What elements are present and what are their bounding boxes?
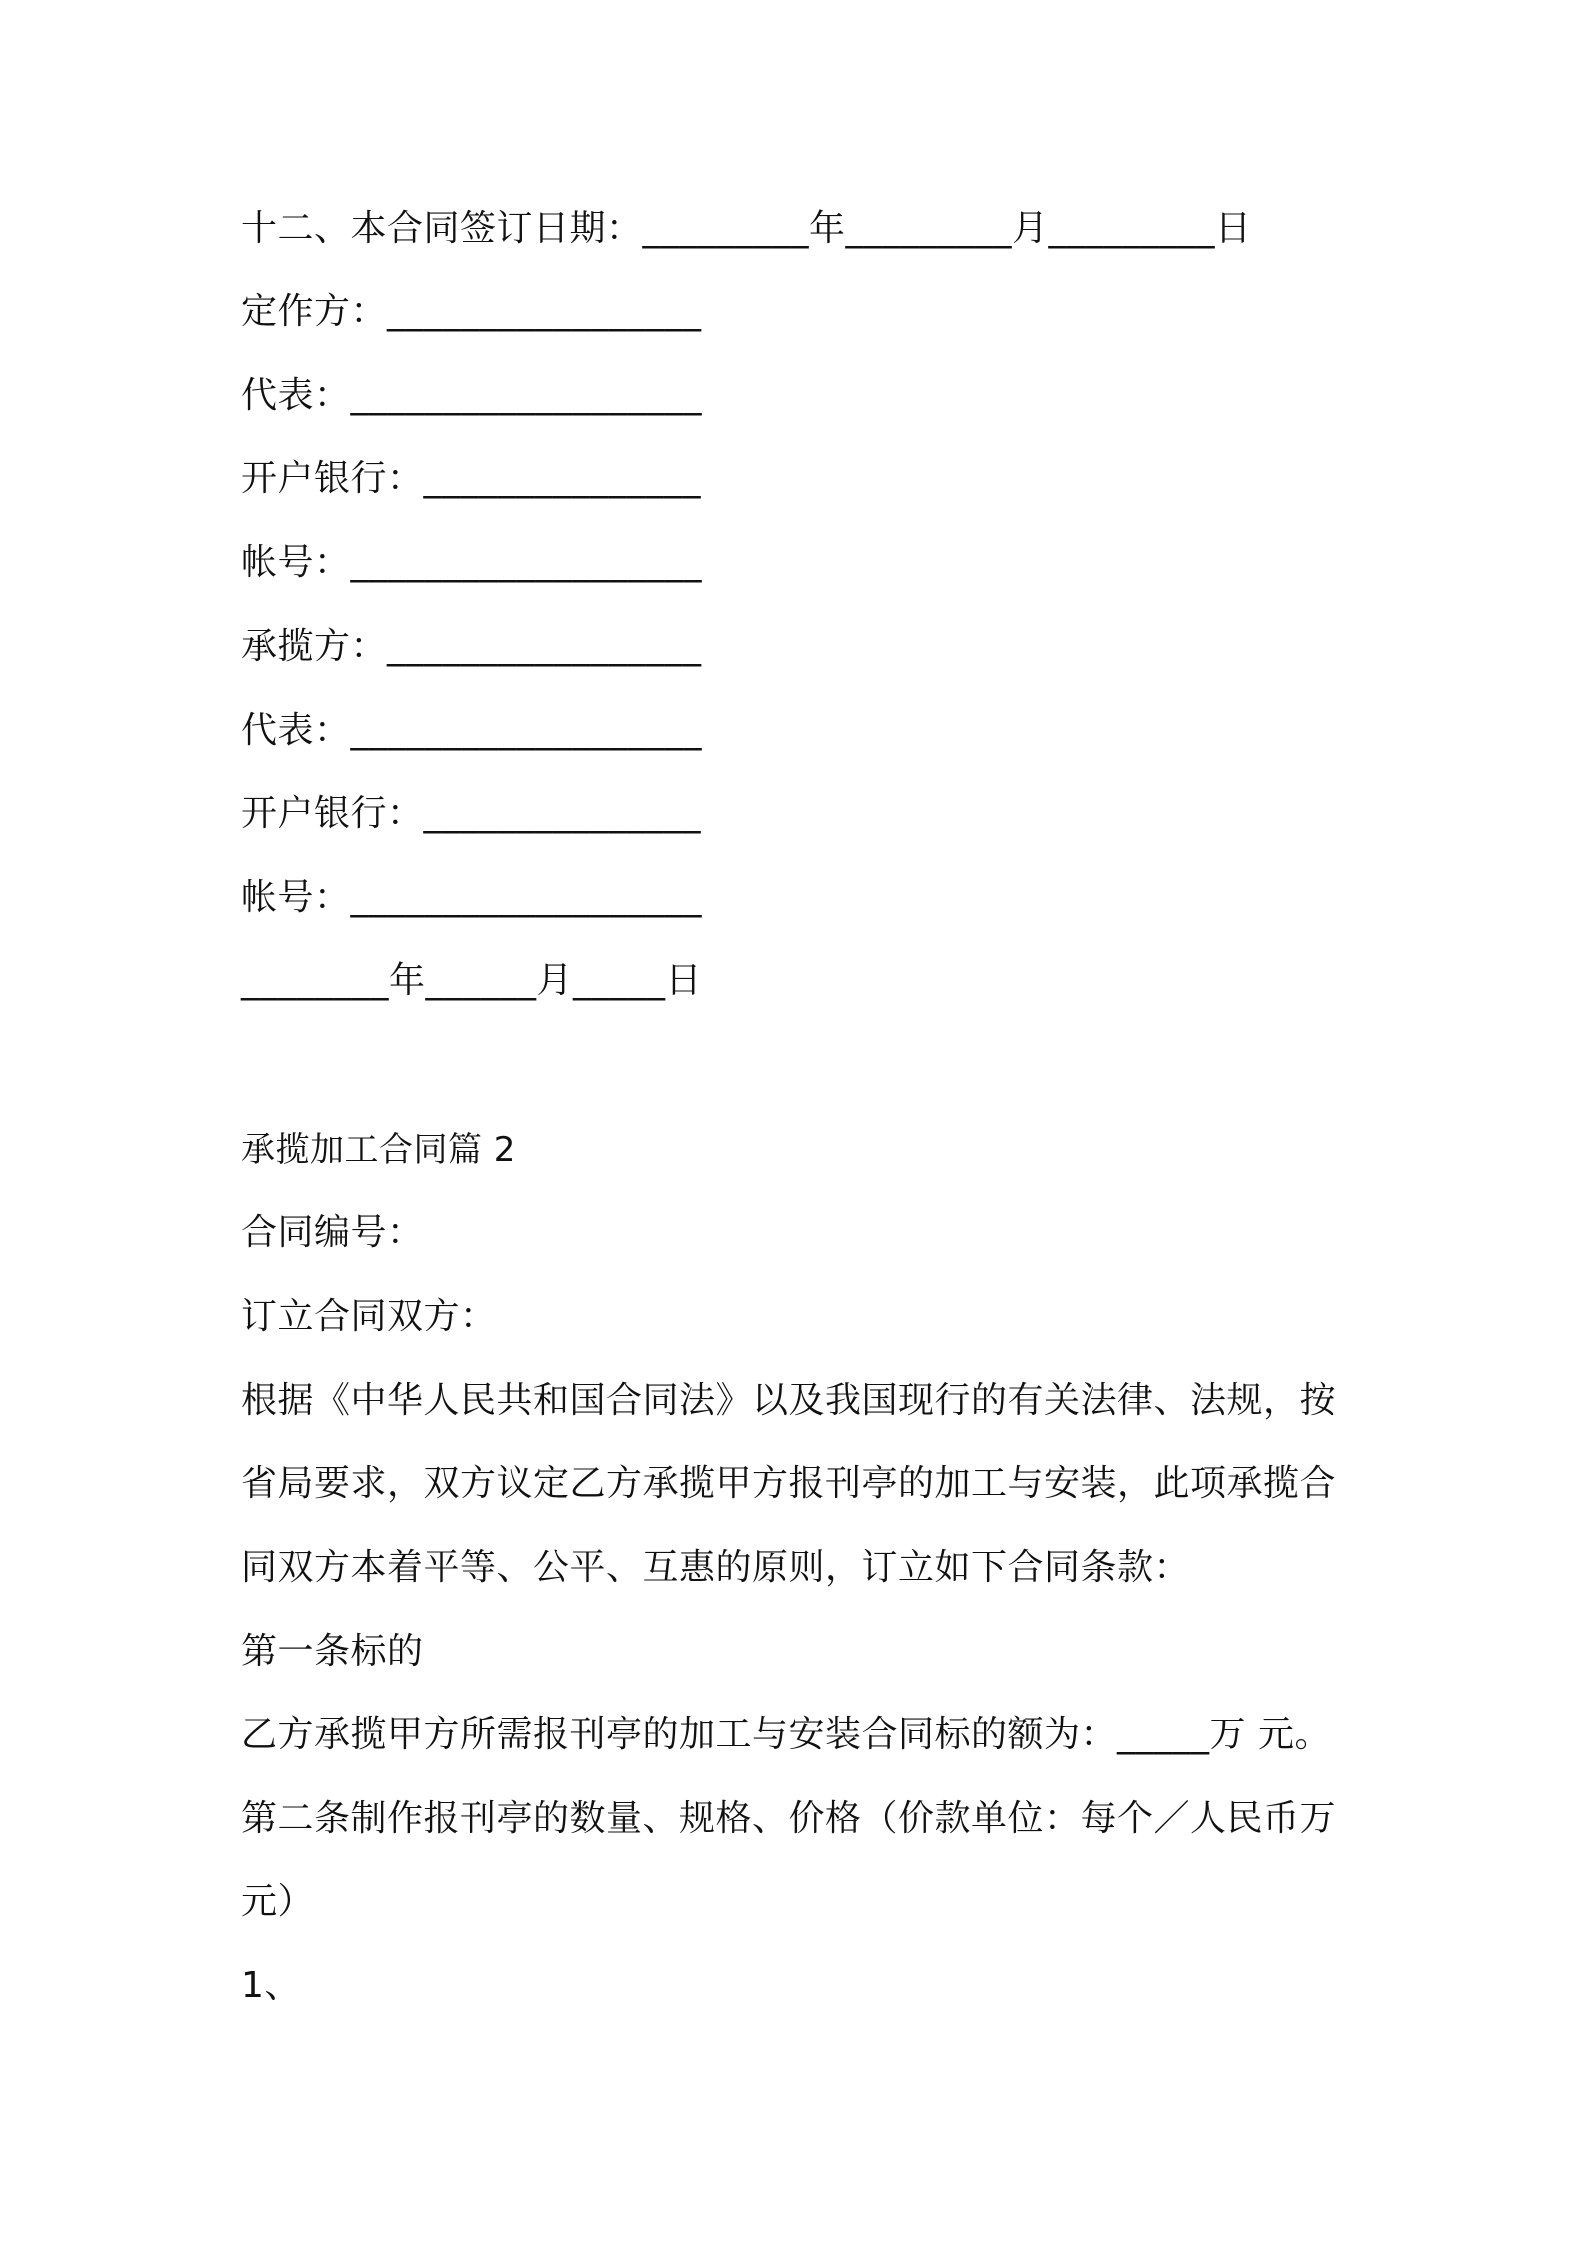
orderer-bank-line: 开户银行：_______________ [241,458,702,499]
article-two-text-line-2: 元） [241,1881,315,1922]
orderer-account-line: 帐号：___________________ [241,542,703,583]
orderer-representative-line: 代表：___________________ [241,375,703,416]
paragraph-line-2: 省局要求，双方议定乙方承揽甲方报刊亭的加工与安装，此项承揽合 [241,1463,1337,1504]
article-one-heading: 第一条标的 [241,1631,424,1672]
parties-line: 订立合同双方： [241,1296,497,1337]
orderer-line: 定作方：_________________ [241,291,702,332]
article-one-text: 乙方承揽甲方所需报刊亭的加工与安装合同标的额为：_____万 元。 [241,1714,1331,1755]
section-title: 承揽加工合同篇 2 [241,1130,516,1170]
date-line: ________年______月_____日 [241,960,702,1001]
paragraph-line-1: 根据《中华人民共和国合同法》以及我国现行的有关法律、法规，按 [241,1380,1337,1421]
item-one-line: 1、 [241,1965,301,2006]
contractor-line: 承揽方：_________________ [241,626,702,667]
signing-date-line: 十二、本合同签订日期：_________年_________月_________日 [241,208,1252,249]
contract-number-line: 合同编号： [241,1212,424,1253]
contractor-account-line: 帐号：___________________ [241,877,703,918]
contractor-bank-line: 开户银行：_______________ [241,793,702,834]
contractor-representative-line: 代表：___________________ [241,710,703,751]
paragraph-line-3: 同双方本着平等、公平、互惠的原则，订立如下合同条款： [241,1547,1191,1588]
article-two-text-line-1: 第二条制作报刊亭的数量、规格、价格（价款单位：每个／人民币万 [241,1798,1337,1839]
